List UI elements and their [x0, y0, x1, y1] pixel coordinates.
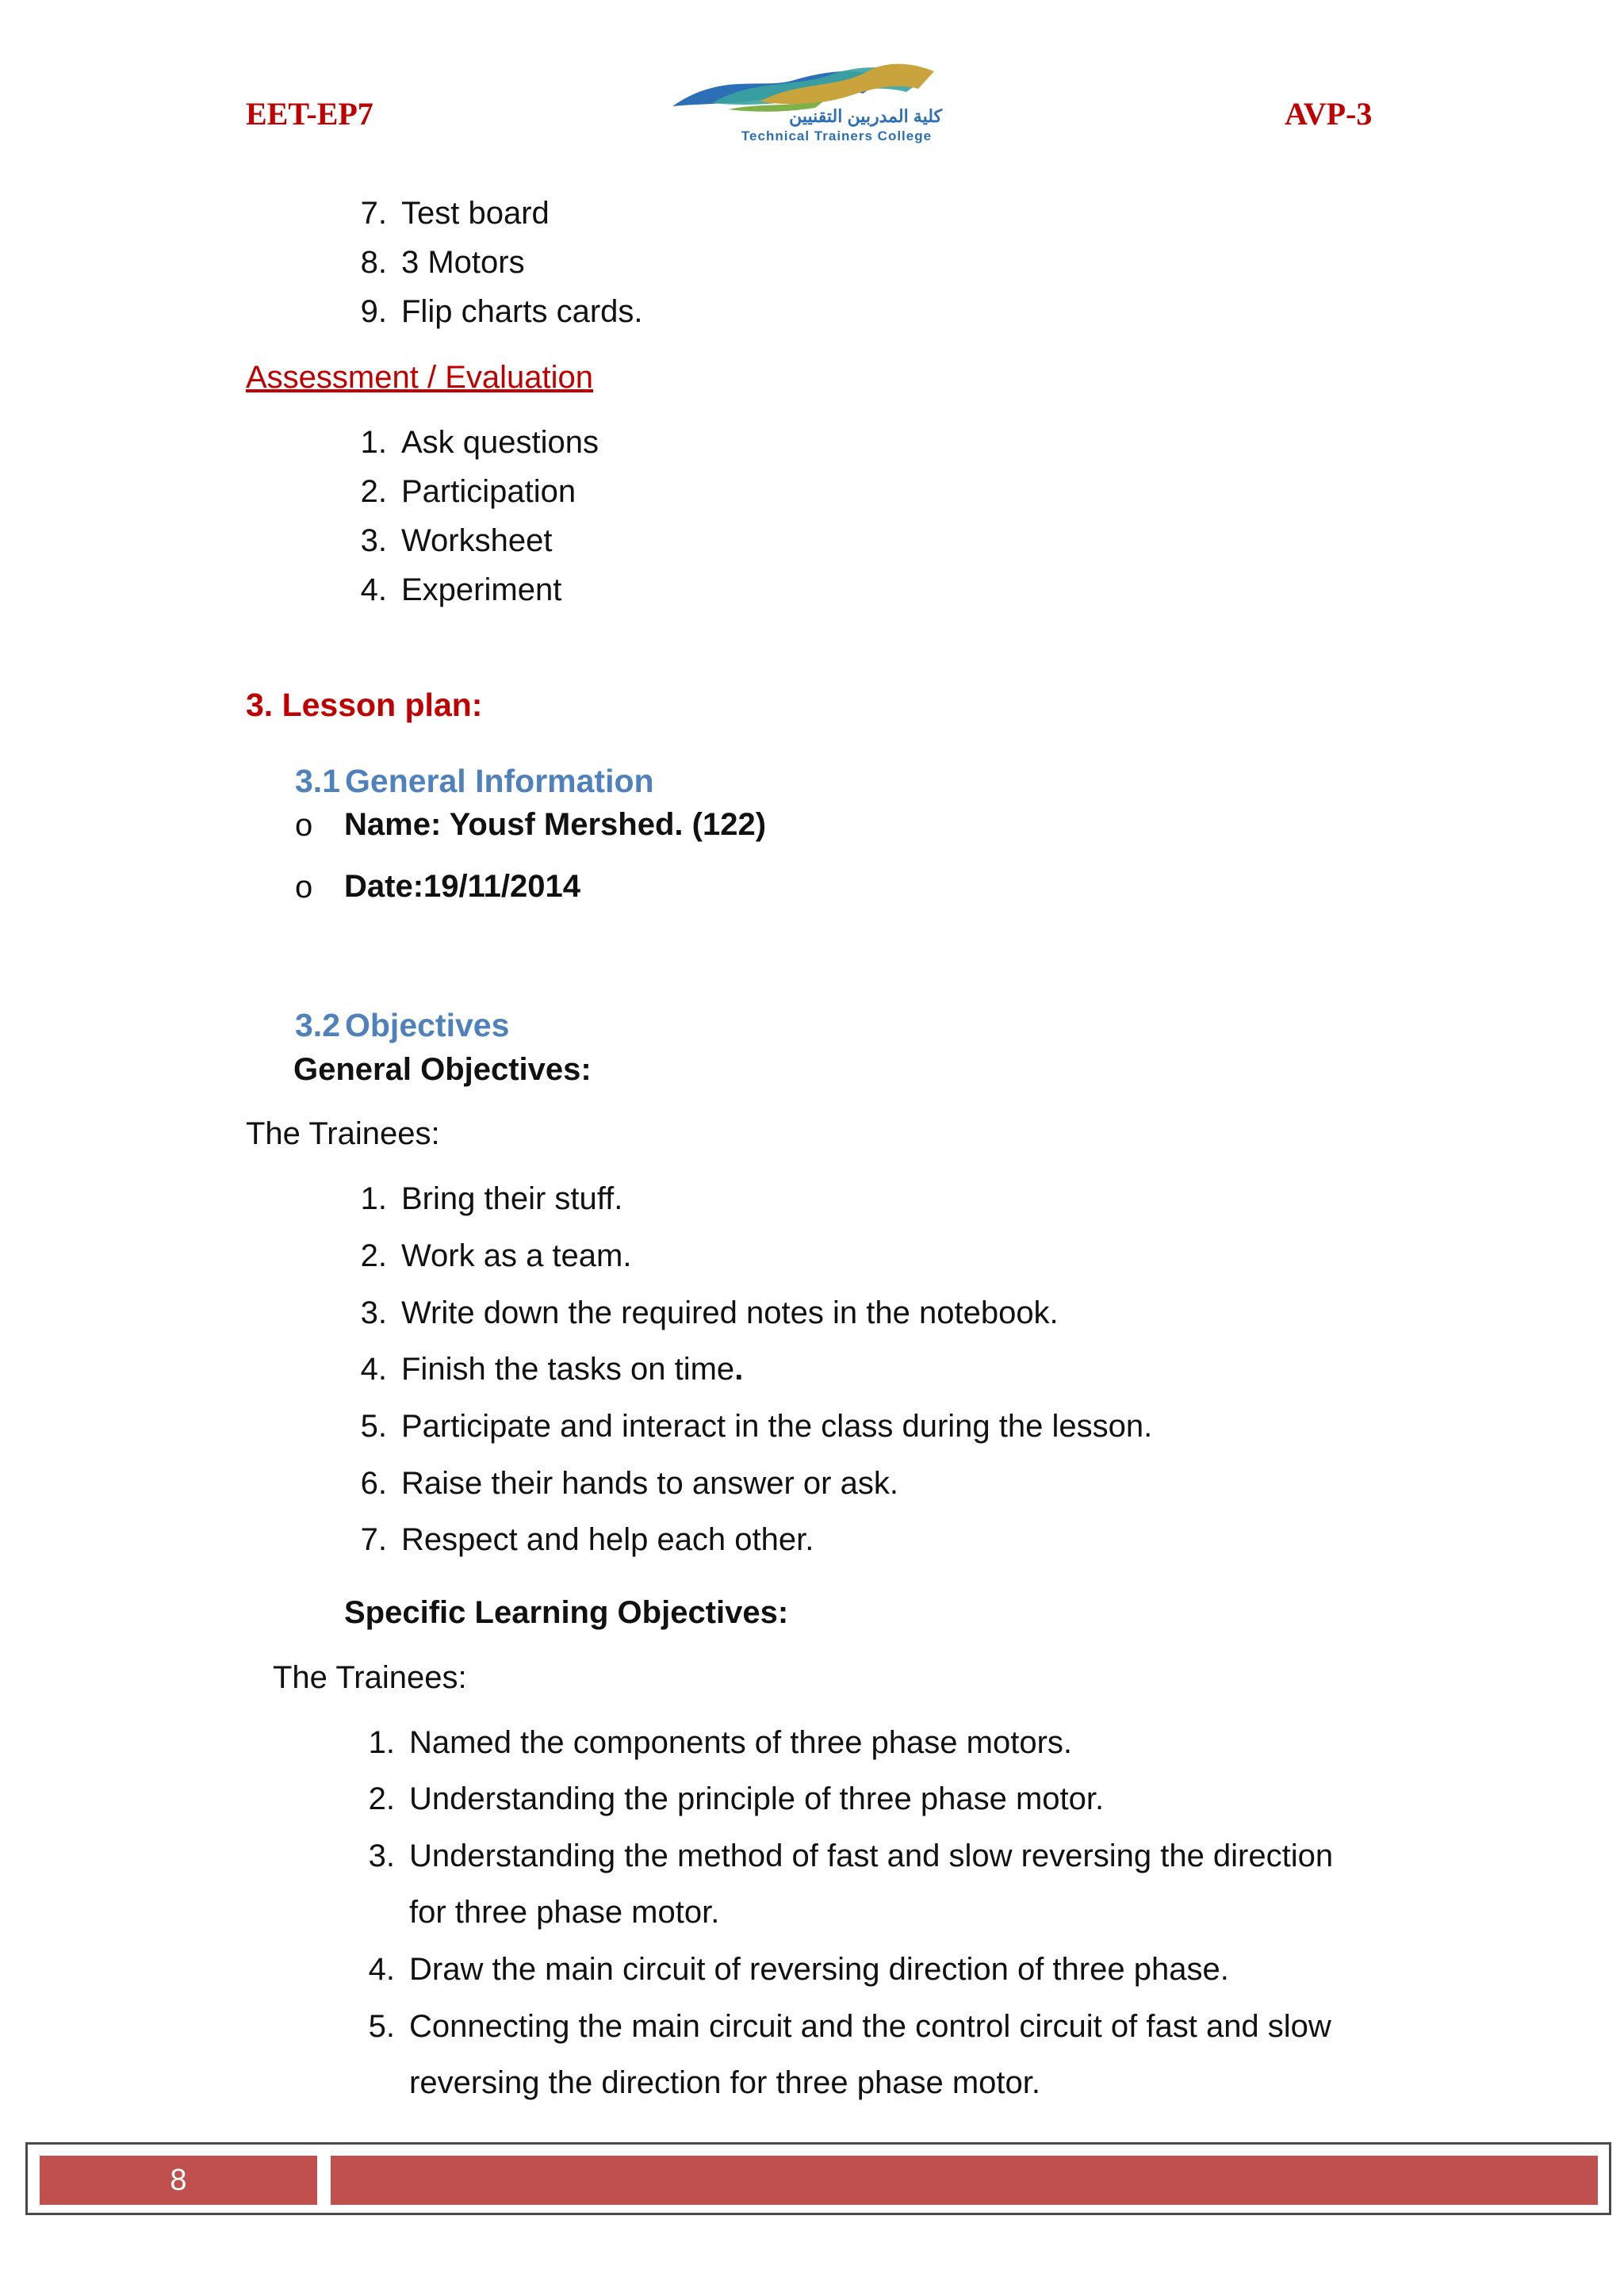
footer-bar	[331, 2156, 1598, 2205]
info-date: Date:19/11/2014	[344, 869, 581, 904]
list-item-continuation: for three phase motor.	[409, 1895, 720, 1930]
list-item: 4. Finish the tasks on time.	[360, 1352, 744, 1387]
page-number: 8	[40, 2156, 317, 2205]
list-item-continuation: reversing the direction for three phase motor.	[409, 2065, 1040, 2100]
list-item: 4. Draw the main circuit of reversing direction of three phase.	[368, 1952, 1229, 1987]
list-item: 7. Respect and help each other.	[360, 1522, 814, 1557]
college-logo	[665, 57, 942, 151]
list-item: 1. Named the components of three phase motors.	[368, 1725, 1073, 1760]
header-right-code: AVP-3	[1285, 96, 1373, 132]
objectives-heading: 3.2 Objectives	[295, 1007, 510, 1043]
list-item: 3. Write down the required notes in the notebook.	[360, 1295, 1059, 1330]
header-left-code: EET-EP7	[246, 96, 373, 132]
list-item: 3. Understanding the method of fast and slow reversing the direction	[368, 1839, 1334, 1873]
list-item: 6. Raise their hands to answer or ask.	[360, 1466, 898, 1501]
general-intro: The Trainees:	[246, 1116, 440, 1151]
list-item: 7. Test board	[360, 196, 550, 231]
specific-intro: The Trainees:	[273, 1660, 467, 1695]
list-item: 5. Connecting the main circuit and the control circuit of fast and slow	[368, 2009, 1331, 2044]
general-objectives-heading: General Objectives:	[293, 1052, 592, 1087]
lesson-plan-heading: 3. Lesson plan:	[246, 687, 483, 723]
assessment-heading: Assessment / Evaluation	[246, 360, 593, 395]
list-item: 2. Participation	[360, 474, 576, 509]
list-item: 8. 3 Motors	[360, 245, 525, 280]
list-item: 9. Flip charts cards.	[360, 294, 643, 329]
circle-bullet-icon: o	[295, 808, 313, 843]
circle-bullet-icon: o	[295, 870, 313, 905]
list-item: 3. Worksheet	[360, 523, 553, 558]
specific-objectives-heading: Specific Learning Objectives:	[344, 1595, 789, 1630]
list-item: 1. Bring their stuff.	[360, 1181, 623, 1216]
logo-arabic-text: كلية المدربين التقنيين	[789, 106, 942, 126]
list-item: 2. Understanding the principle of three phase motor.	[368, 1781, 1105, 1816]
list-item: 2. Work as a team.	[360, 1238, 632, 1273]
info-name: Name: Yousf Mershed. (122)	[344, 807, 767, 842]
general-info-heading: 3.1 General Information	[295, 763, 654, 799]
list-item: 5. Participate and interact in the class during the lesson.	[360, 1409, 1153, 1444]
logo-english-text: Technical Trainers College	[741, 128, 933, 144]
list-item: 4. Experiment	[360, 572, 562, 607]
list-item: 1. Ask questions	[360, 425, 599, 460]
